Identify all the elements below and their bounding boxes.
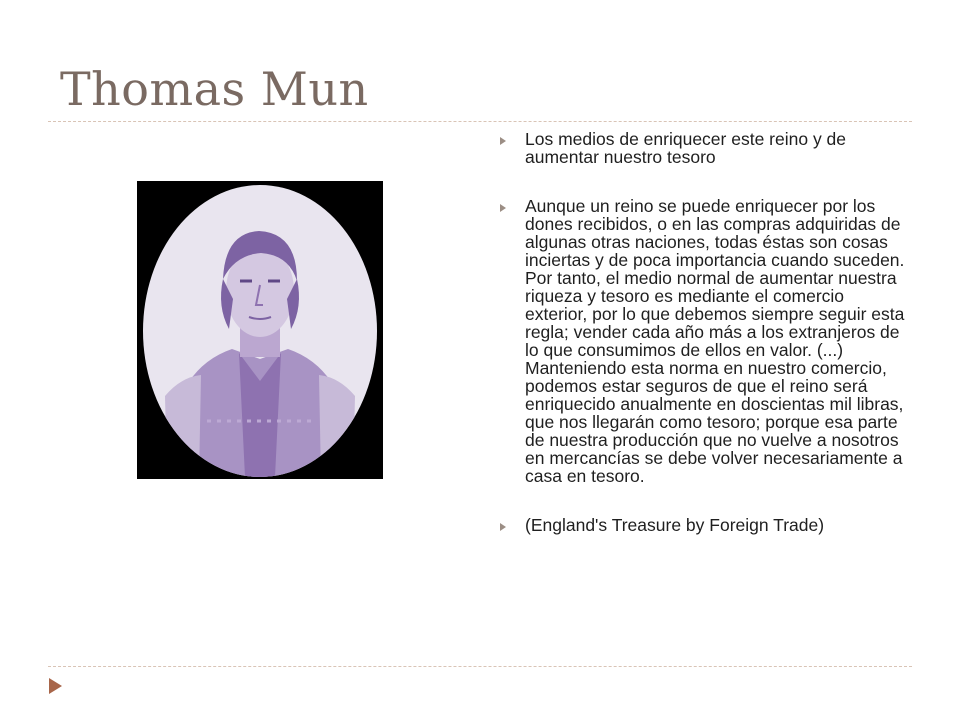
bullet-arrow-icon	[500, 137, 506, 145]
bullet-arrow-icon	[500, 204, 506, 212]
slide-title: Thomas Mun	[60, 62, 369, 116]
bullet-item	[498, 130, 908, 166]
bullet-text: Aunque un reino se puede enriquecer por los dones recibidos, o en las compras adquiridas de algunas otras naciones, todas éstas son cosas inciertas y de poca importancia cuando suceden. Por tanto, el medio normal de aumentar nuestra riqueza y tesoro es mediante el comercio exterior, por lo que debemos siempre seguir esta regla; vender cada año más a los extranjeros de lo que consumimos de ellos en valor. (...) Manteniendo esta norma en nuestro comercio, podemos estar seguros de que el reino será enriquecido anualmente en doscientas mil libras, que nos llegarán como tesoro; porque esa parte de nuestra producción que no vuelve a nosotros en mercancías se debe volver necesariamente a casa en tesoro.	[525, 196, 905, 486]
title-divider	[48, 121, 912, 122]
bullet-list	[498, 130, 908, 534]
portrait-image	[137, 181, 383, 479]
bullet-item	[498, 197, 908, 485]
footer-divider	[48, 666, 912, 667]
bullet-item	[498, 516, 908, 534]
bullet-text: Los medios de enriquecer este reino y de aumentar nuestro tesoro	[525, 129, 847, 167]
portrait-engraving-icon	[137, 181, 383, 479]
bullet-arrow-icon	[500, 523, 506, 531]
bullet-text: (England's Treasure by Foreign Trade)	[525, 515, 825, 535]
next-slide-arrow-icon[interactable]	[49, 678, 62, 694]
